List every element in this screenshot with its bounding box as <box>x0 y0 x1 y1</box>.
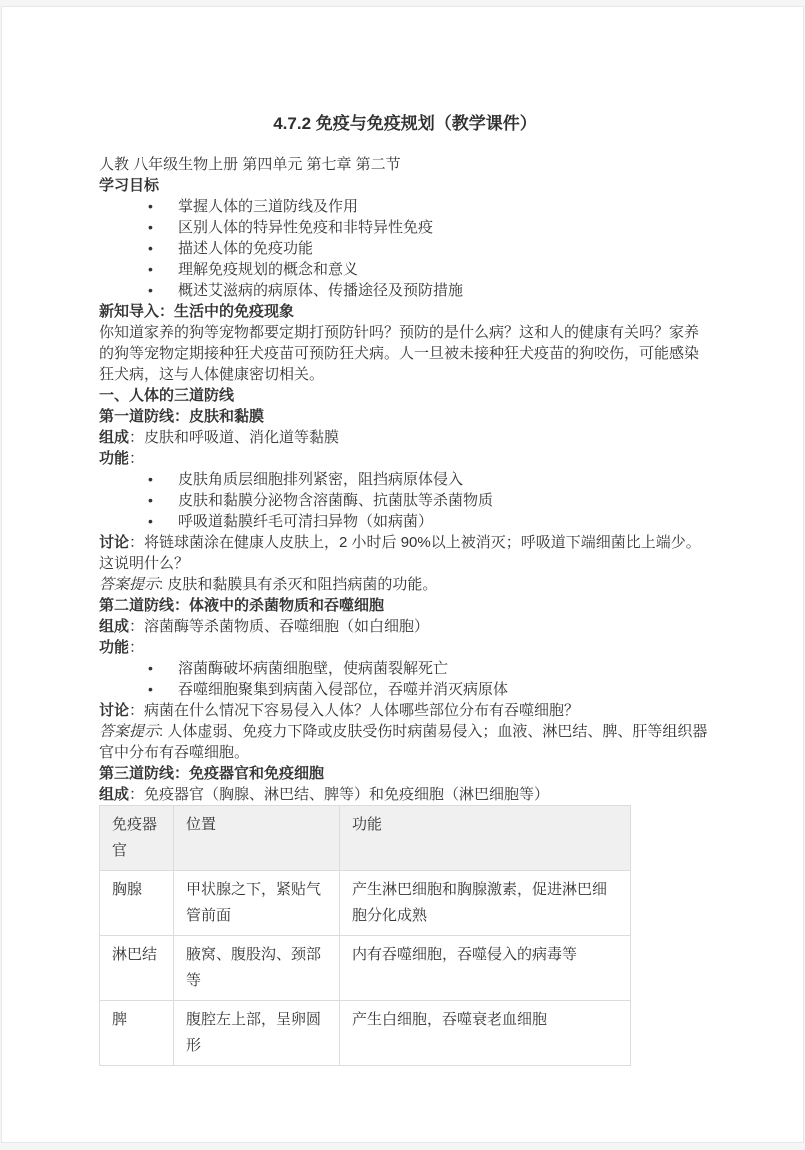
objective-text: 理解免疫规划的概念和意义 <box>178 261 359 278</box>
cell-location: 腹腔左上部，呈卵圆形 <box>174 1001 340 1066</box>
defense2-function-label <box>99 637 711 658</box>
page-title: 4.7.2 免疫与免疫规划（教学课件） <box>273 114 537 133</box>
defense1-composition <box>99 427 711 448</box>
intro-paragraph: 你知道家养的狗等宠物都要定期打预防针吗？预防的是什么病？这和人的健康有关吗？家养的狗等宠物定期接种狂犬疫苗可预防狂犬病。人一旦被未接种狂犬疫苗的狗咬伤，可能感染狂犬病，这与人体健康密切相关。 <box>99 324 700 383</box>
objective-text: 区别人体的特异性免疫和非特异性免疫 <box>178 219 434 236</box>
function-label: 功能 <box>99 450 130 467</box>
function-item <box>99 658 711 679</box>
function-text: 皮肤角质层细胞排列紧密，阻挡病原体侵入 <box>178 471 464 488</box>
objective-item <box>99 280 711 301</box>
objectives-list <box>99 196 711 301</box>
defense1-function-label <box>99 448 711 469</box>
table-row-lymph-node <box>100 936 631 1001</box>
composition-text: ：皮肤和呼吸道、消化道等黏膜 <box>129 429 340 446</box>
cell-organ: 胸腺 <box>100 871 174 936</box>
immune-organs-table <box>99 805 631 1066</box>
discussion-label: 讨论 <box>99 534 130 551</box>
function-item <box>99 490 711 511</box>
bullet-icon: • <box>148 471 153 487</box>
function-text: 呼吸道黏膜纤毛可清扫异物（如病菌） <box>178 513 434 530</box>
composition-label: 组成 <box>99 429 130 446</box>
bullet-icon: • <box>148 198 153 214</box>
composition-label: 组成 <box>99 786 130 803</box>
cell-function: 产生白细胞，吞噬衰老血细胞 <box>340 1001 631 1066</box>
answer-label: 答案提示 <box>99 723 160 740</box>
composition-text: ：溶菌酶等杀菌物质、吞噬细胞（如白细胞） <box>129 618 430 635</box>
cell-location: 腋窝、腹股沟、颈部等 <box>174 936 340 1001</box>
table-header-row <box>100 806 631 871</box>
composition-text: ：免疫器官（胸腺、淋巴结、脾等）和免疫细胞（淋巴细胞等） <box>129 786 550 803</box>
objectives-heading: 学习目标 <box>99 177 160 194</box>
intro-heading: 新知导入：生活中的免疫现象 <box>99 303 295 320</box>
objective-item <box>99 259 711 280</box>
objective-item <box>99 217 711 238</box>
bullet-icon: • <box>148 492 153 508</box>
defense2-answer <box>99 721 711 763</box>
function-label: 功能 <box>99 639 130 656</box>
cell-location: 甲状腺之下，紧贴气管前面 <box>174 871 340 936</box>
bullet-icon: • <box>148 513 153 529</box>
defense2-function-list <box>99 658 711 700</box>
function-item <box>99 679 711 700</box>
cell-organ: 淋巴结 <box>100 936 174 1001</box>
defense1-function-list <box>99 469 711 532</box>
function-item <box>99 469 711 490</box>
discussion-text: ：病菌在什么情况下容易侵入人体？人体哪些部位分布有吞噬细胞？ <box>129 702 580 719</box>
section-heading-three-defenses: 一、人体的三道防线 <box>99 387 235 404</box>
table-header-organ: 免疫器官 <box>100 806 174 871</box>
answer-label: 答案提示 <box>99 576 160 593</box>
function-item <box>99 511 711 532</box>
bullet-icon: • <box>148 681 153 697</box>
table-header-location: 位置 <box>174 806 340 871</box>
function-colon: ： <box>129 450 145 467</box>
defense1-answer <box>99 574 711 595</box>
table-row-thymus <box>100 871 631 936</box>
answer-text: : 人体虚弱、免疫力下降或皮肤受伤时病菌易侵入；血液、淋巴结、脾、肝等组织器官中分布有吞噬细胞。 <box>99 723 708 761</box>
defense3-heading: 第三道防线：免疫器官和免疫细胞 <box>99 765 325 782</box>
objective-text: 概述艾滋病的病原体、传播途径及预防措施 <box>178 282 464 299</box>
defense2-composition <box>99 616 711 637</box>
cell-function: 内有吞噬细胞，吞噬侵入的病毒等 <box>340 936 631 1001</box>
course-info: 人教 八年级生物上册 第四单元 第七章 第二节 <box>99 156 401 173</box>
objective-text: 描述人体的免疫功能 <box>178 240 314 257</box>
function-text: 皮肤和黏膜分泌物含溶菌酶、抗菌肽等杀菌物质 <box>178 492 494 509</box>
function-text: 溶菌酶破坏病菌细胞壁，使病菌裂解死亡 <box>178 660 449 677</box>
table-header-function: 功能 <box>340 806 631 871</box>
objective-item <box>99 238 711 259</box>
bullet-icon: • <box>148 282 153 298</box>
objective-item <box>99 196 711 217</box>
bullet-icon: • <box>148 660 153 676</box>
table-row-spleen <box>100 1001 631 1066</box>
answer-text: : 皮肤和黏膜具有杀灭和阻挡病菌的功能。 <box>159 576 438 593</box>
bullet-icon: • <box>148 219 153 235</box>
function-colon: ： <box>129 639 145 656</box>
defense1-heading: 第一道防线：皮肤和黏膜 <box>99 408 265 425</box>
objective-text: 掌握人体的三道防线及作用 <box>178 198 359 215</box>
cell-function: 产生淋巴细胞和胸腺激素，促进淋巴细胞分化成熟 <box>340 871 631 936</box>
defense2-heading: 第二道防线：体液中的杀菌物质和吞噬细胞 <box>99 597 385 614</box>
composition-label: 组成 <box>99 618 130 635</box>
cell-organ: 脾 <box>100 1001 174 1066</box>
document-page <box>1 6 804 1143</box>
defense2-discussion <box>99 700 711 721</box>
document-content <box>99 113 711 1066</box>
bullet-icon: • <box>148 261 153 277</box>
defense3-composition <box>99 784 711 805</box>
defense1-discussion <box>99 532 711 574</box>
discussion-label: 讨论 <box>99 702 130 719</box>
function-text: 吞噬细胞聚集到病菌入侵部位，吞噬并消灭病原体 <box>178 681 509 698</box>
bullet-icon: • <box>148 240 153 256</box>
discussion-text: ：将链球菌涂在健康人皮肤上，2 小时后 90%以上被消灭；呼吸道下端细菌比上端少。这说明什么？ <box>99 534 701 572</box>
